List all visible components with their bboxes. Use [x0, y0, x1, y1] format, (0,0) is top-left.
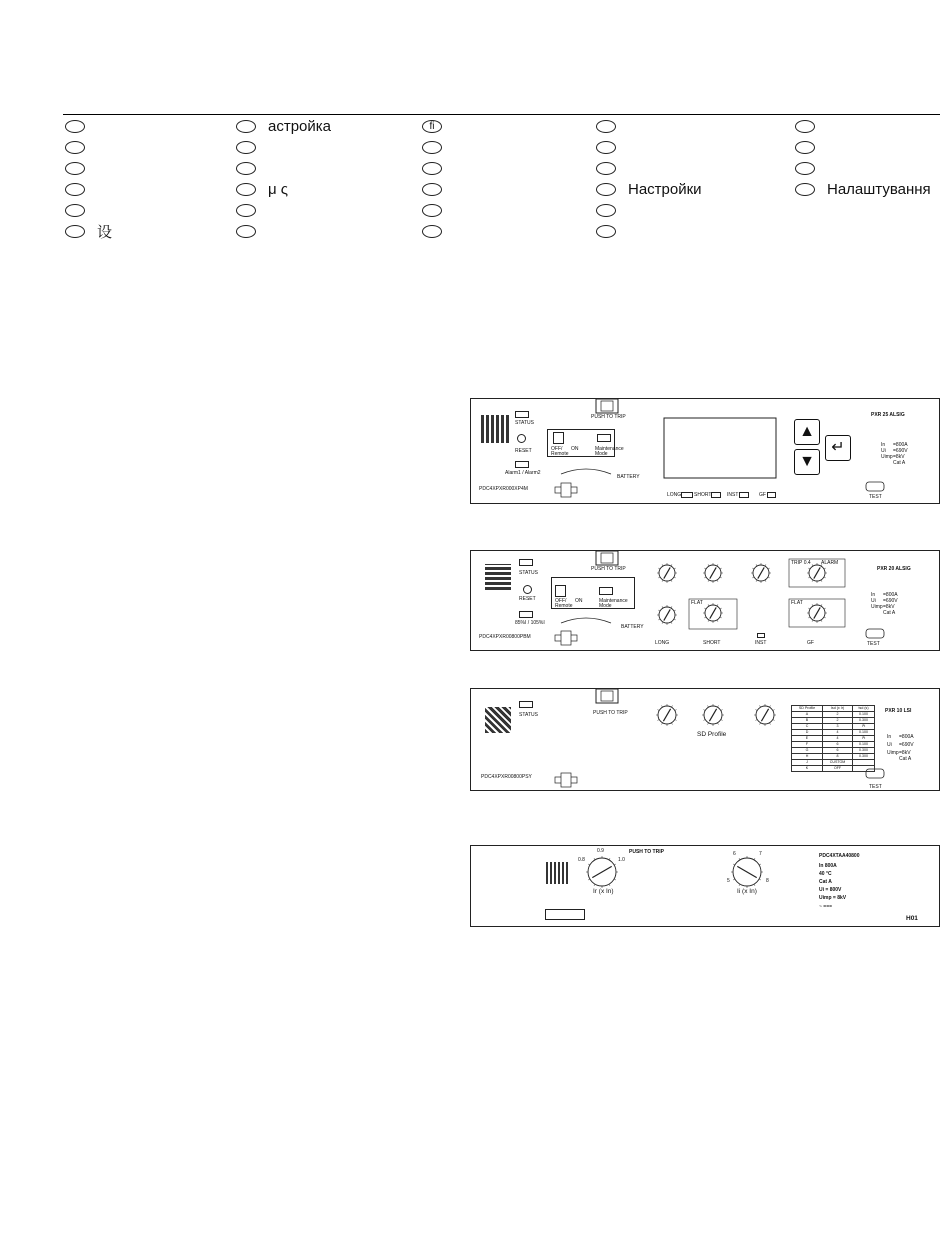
- language-row: [422, 200, 454, 221]
- table-cell: 4: [823, 736, 853, 742]
- on-label: ON: [571, 446, 579, 452]
- language-code-circle: [65, 120, 85, 133]
- tr-long-dial[interactable]: [657, 605, 677, 625]
- rating-in-value: =800A: [893, 442, 908, 448]
- spec-3: Ui = 800V: [819, 887, 842, 893]
- test-label: TEST: [867, 641, 880, 647]
- status-label: STATUS: [515, 420, 534, 426]
- reset-button[interactable]: [517, 434, 526, 443]
- ii-magnetic-dial[interactable]: [731, 856, 763, 888]
- gf-label: GF: [807, 640, 814, 646]
- language-settings-word: Настройки: [628, 181, 702, 198]
- language-row: [65, 179, 112, 200]
- panel4-outline: [471, 846, 941, 928]
- language-code-circle: [795, 162, 815, 175]
- table-cell: G: [792, 748, 823, 754]
- language-row: [422, 116, 454, 137]
- rating-uimp-value: =8kV: [883, 604, 895, 610]
- alarm-title: ALARM: [821, 560, 839, 566]
- table-cell: 6: [823, 742, 853, 748]
- table-cell: K: [792, 766, 823, 772]
- language-code-circle: [422, 162, 442, 175]
- language-code-circle: [236, 225, 256, 238]
- table-header-cell: tsd (s): [853, 706, 875, 712]
- table-cell: J: [792, 760, 823, 766]
- push-to-trip-label: PUSH TO TRIP: [593, 710, 628, 716]
- table-cell: H: [792, 754, 823, 760]
- language-column: [65, 116, 112, 242]
- up-arrow-button[interactable]: [794, 419, 820, 445]
- language-row: [65, 200, 112, 221]
- language-column: [236, 116, 331, 242]
- language-row: [236, 179, 331, 200]
- model-number: PDC4XPXR000XP4M: [479, 486, 528, 492]
- language-code-circle: [236, 120, 256, 133]
- language-code-circle: [236, 204, 256, 217]
- trip-unit-panel-tma: [470, 845, 940, 927]
- dial2-label-3: 8: [766, 878, 769, 884]
- on-label: ON: [575, 598, 583, 604]
- language-row: [596, 221, 702, 242]
- rating-cat: Cat A: [899, 756, 912, 762]
- remote-switch[interactable]: [553, 432, 564, 444]
- rating-ui-value: =690V: [899, 742, 914, 748]
- status-label: STATUS: [519, 712, 538, 718]
- remote-switch[interactable]: [555, 585, 566, 597]
- language-code-circle: [422, 183, 442, 196]
- table-cell: [853, 766, 875, 772]
- rating-cat: Cat A: [883, 610, 896, 616]
- language-row: [795, 137, 931, 158]
- alarm-led: [515, 461, 529, 468]
- short-flat-label: FLAT: [691, 600, 703, 606]
- table-cell: A: [792, 712, 823, 718]
- model-number: PDC4XPXR00800PSY: [481, 774, 532, 780]
- tsd-short-dial[interactable]: [703, 603, 723, 623]
- dial2-label-1: 6: [733, 851, 736, 857]
- rating-ui: Ui: [881, 448, 886, 454]
- reset-label: RESET: [515, 448, 532, 454]
- language-code-circle: [65, 204, 85, 217]
- status-led: [519, 559, 533, 566]
- spec-0: In 800A: [819, 863, 837, 869]
- sd-profile-table: [791, 705, 875, 772]
- language-row: [422, 221, 454, 242]
- language-code-circle: [65, 225, 85, 238]
- ir-long-dial[interactable]: [657, 563, 677, 583]
- language-code-circle: [596, 204, 616, 217]
- language-code-circle: [596, 120, 616, 133]
- language-column: [795, 116, 931, 200]
- table-header-cell: SD Profile: [792, 706, 823, 712]
- inst-led: [757, 633, 765, 638]
- rating-cat: Cat A: [893, 460, 906, 466]
- rating-ui-value: =690V: [893, 448, 908, 454]
- language-row: [65, 137, 112, 158]
- language-row: [65, 158, 112, 179]
- rating-uimp: Uimp: [881, 454, 893, 460]
- sd-profile-dial[interactable]: [702, 704, 724, 726]
- alarm-label: 85%I / 105%I: [515, 620, 545, 626]
- rating-uimp: Uimp: [887, 750, 899, 756]
- language-row: [795, 158, 931, 179]
- language-code-circle: [65, 162, 85, 175]
- table-cell: 0.100: [853, 742, 875, 748]
- language-row: [795, 116, 931, 137]
- language-settings-grid: [0, 0, 950, 260]
- long-led: [681, 492, 693, 498]
- dial2-label-2: 7: [759, 851, 762, 857]
- alarm-label: Alarm1 / Alarm2: [505, 470, 541, 476]
- language-code-circle: [795, 141, 815, 154]
- language-row: [596, 116, 702, 137]
- sd-profile-label: SD Profile: [697, 731, 727, 738]
- table-cell: E: [792, 736, 823, 742]
- language-row: [795, 179, 931, 200]
- gf-led: [767, 492, 776, 498]
- ir-dial[interactable]: [656, 704, 678, 726]
- rating-in: In: [887, 734, 892, 740]
- dial1-label-1: 0.9: [597, 848, 604, 854]
- trip-unit-panel-pxr25: [470, 398, 940, 504]
- inst-led: [739, 492, 749, 498]
- language-settings-word: астройка: [268, 118, 332, 135]
- dial1-label-2: 1.0: [618, 857, 625, 863]
- long-label: LONG: [655, 640, 670, 646]
- spec-5: ~ ===: [819, 904, 833, 910]
- short-led: [711, 492, 721, 498]
- flat-label: FLAT: [791, 600, 803, 606]
- table-cell: 0.300: [853, 718, 875, 724]
- model-number: PDC4XPXR00800PBM: [479, 634, 531, 640]
- long-label: LONG: [667, 492, 682, 498]
- ir-thermal-dial[interactable]: [586, 856, 618, 888]
- panel-title: PXR 20 ALSIG: [877, 566, 911, 572]
- maintenance-led: [599, 587, 613, 595]
- off-remote-label: OFF/ Remote: [551, 446, 569, 457]
- enter-icon: ↵: [831, 439, 845, 456]
- language-row: [236, 137, 331, 158]
- reset-label: RESET: [519, 596, 536, 602]
- table-cell: 0.100: [853, 712, 875, 718]
- language-code-circle: [795, 183, 815, 196]
- table-cell: C: [792, 724, 823, 730]
- language-row: [65, 221, 112, 242]
- battery-label: BATTERY: [621, 624, 644, 630]
- language-code-circle: [236, 141, 256, 154]
- language-code-circle: [422, 225, 442, 238]
- language-code-circle: [422, 204, 442, 217]
- trip-unit-panel-pxr10: [470, 688, 940, 791]
- table-cell: 8: [823, 754, 853, 760]
- ii-dial[interactable]: [754, 704, 776, 726]
- spec-2: Cat A: [819, 879, 832, 885]
- maintenance-mode-label: Maintenance Mode: [599, 598, 628, 609]
- maintenance-mode-label: Maintenance Mode: [595, 446, 624, 457]
- rating-in-value: =800A: [883, 592, 898, 598]
- table-cell: 0.300: [853, 754, 875, 760]
- table-cell: 6: [823, 748, 853, 754]
- rating-ui-value: =690V: [883, 598, 898, 604]
- alarm-led: [519, 611, 533, 618]
- down-arrow-button[interactable]: [794, 449, 820, 475]
- table-cell: 0.300: [853, 748, 875, 754]
- table-header-row: [792, 706, 875, 712]
- battery-label: BATTERY: [617, 474, 640, 480]
- isd-short-dial[interactable]: [703, 563, 723, 583]
- trip-label: TRIP 0.4: [791, 560, 811, 566]
- language-row: [422, 137, 454, 158]
- language-row: [422, 158, 454, 179]
- language-row: [236, 200, 331, 221]
- language-column: [596, 116, 702, 242]
- code-label: H01: [906, 915, 918, 922]
- ig-trip-dial[interactable]: [807, 563, 827, 583]
- table-cell: F: [792, 742, 823, 748]
- short-label: SHORT: [703, 640, 721, 646]
- dial1-caption: Ir (x In): [593, 888, 614, 895]
- table-cell: D: [792, 730, 823, 736]
- table-cell: 4: [823, 730, 853, 736]
- language-code-circle: [65, 141, 85, 154]
- rating-uimp: Uimp: [871, 604, 883, 610]
- rating-ui: Ui: [887, 742, 892, 748]
- panel-title: PXR 25 ALSIG: [871, 412, 905, 418]
- inst-label: INST: [755, 640, 767, 646]
- table-cell: CUSTOM: [823, 760, 853, 766]
- qr-code: [481, 415, 509, 443]
- qr-code: [485, 564, 511, 590]
- language-code-circle: [236, 162, 256, 175]
- spec-1: 40 °C: [819, 871, 832, 877]
- inst-label: INST: [727, 492, 739, 498]
- language-code-circle: [596, 141, 616, 154]
- language-code-circle: [596, 183, 616, 196]
- language-code-circle: [596, 225, 616, 238]
- trip-unit-panel-pxr20: [470, 550, 940, 651]
- panel-title: PXR 10 LSI: [885, 708, 912, 714]
- maintenance-led: [597, 434, 611, 442]
- table-cell: I²t: [853, 736, 875, 742]
- tg-gf-dial[interactable]: [807, 603, 827, 623]
- table-cell: 0.100: [853, 730, 875, 736]
- short-label: SHORT: [694, 492, 712, 498]
- language-code-circle: [65, 183, 85, 196]
- rating-in: In: [881, 442, 886, 448]
- triangle-up-icon: ▲: [799, 423, 815, 440]
- status-led: [519, 701, 533, 708]
- reset-button[interactable]: [523, 585, 532, 594]
- language-code-circle: [596, 162, 616, 175]
- rating-uimp-value: =8kV: [893, 454, 905, 460]
- spec-4: Uimp = 8kV: [819, 895, 847, 901]
- language-row: [422, 179, 454, 200]
- language-code-circle: fi: [422, 120, 442, 133]
- dial2-label-0: 5: [727, 878, 730, 884]
- push-to-trip-label: PUSH TO TRIP: [591, 566, 626, 572]
- language-code-circle: [795, 120, 815, 133]
- off-remote-label: OFF/ Remote: [555, 598, 573, 609]
- language-code-circle: [236, 183, 256, 196]
- ii-inst-dial[interactable]: [751, 563, 771, 583]
- language-row: [236, 116, 331, 137]
- dial2-caption: Ii (x In): [737, 888, 757, 895]
- test-label: TEST: [869, 494, 882, 500]
- language-settings-word: μ ς: [268, 181, 289, 198]
- triangle-down-icon: ▼: [799, 453, 815, 470]
- gf-label: GF: [759, 492, 766, 498]
- push-to-trip-label: PUSH TO TRIP: [591, 414, 626, 420]
- language-row: [596, 137, 702, 158]
- language-row: [236, 158, 331, 179]
- language-code-circle: [422, 141, 442, 154]
- table-cell: B: [792, 718, 823, 724]
- rating-ui: Ui: [871, 598, 876, 604]
- test-label: TEST: [869, 784, 882, 790]
- language-row: [596, 158, 702, 179]
- status-label: STATUS: [519, 570, 538, 576]
- table-cell: 3: [823, 724, 853, 730]
- rating-uimp-value: =8kV: [899, 750, 911, 756]
- rating-in-value: =800A: [899, 734, 914, 740]
- status-led: [515, 411, 529, 418]
- qr-code: [485, 707, 511, 733]
- table-cell: OFF: [823, 766, 853, 772]
- qr-code: [546, 862, 568, 884]
- table-header-cell: Isd (x Ir): [823, 706, 853, 712]
- table-cell: 2: [823, 718, 853, 724]
- language-row: [236, 221, 331, 242]
- language-column: [422, 116, 454, 242]
- rating-in: In: [871, 592, 876, 598]
- dial1-label-0: 0.8: [578, 857, 585, 863]
- table-cell: I²t: [853, 724, 875, 730]
- language-row: [65, 116, 112, 137]
- language-row: [596, 179, 702, 200]
- label-slot: [545, 909, 585, 920]
- enter-button[interactable]: [825, 435, 851, 461]
- language-settings-word: 设: [97, 224, 113, 241]
- table-row: [792, 766, 875, 772]
- table-cell: 2: [823, 712, 853, 718]
- push-to-trip-label: PUSH TO TRIP: [629, 849, 664, 855]
- language-row: [596, 200, 702, 221]
- model-number: PDC4XTAA40800: [819, 853, 860, 859]
- language-settings-word: Налаштування: [827, 181, 931, 198]
